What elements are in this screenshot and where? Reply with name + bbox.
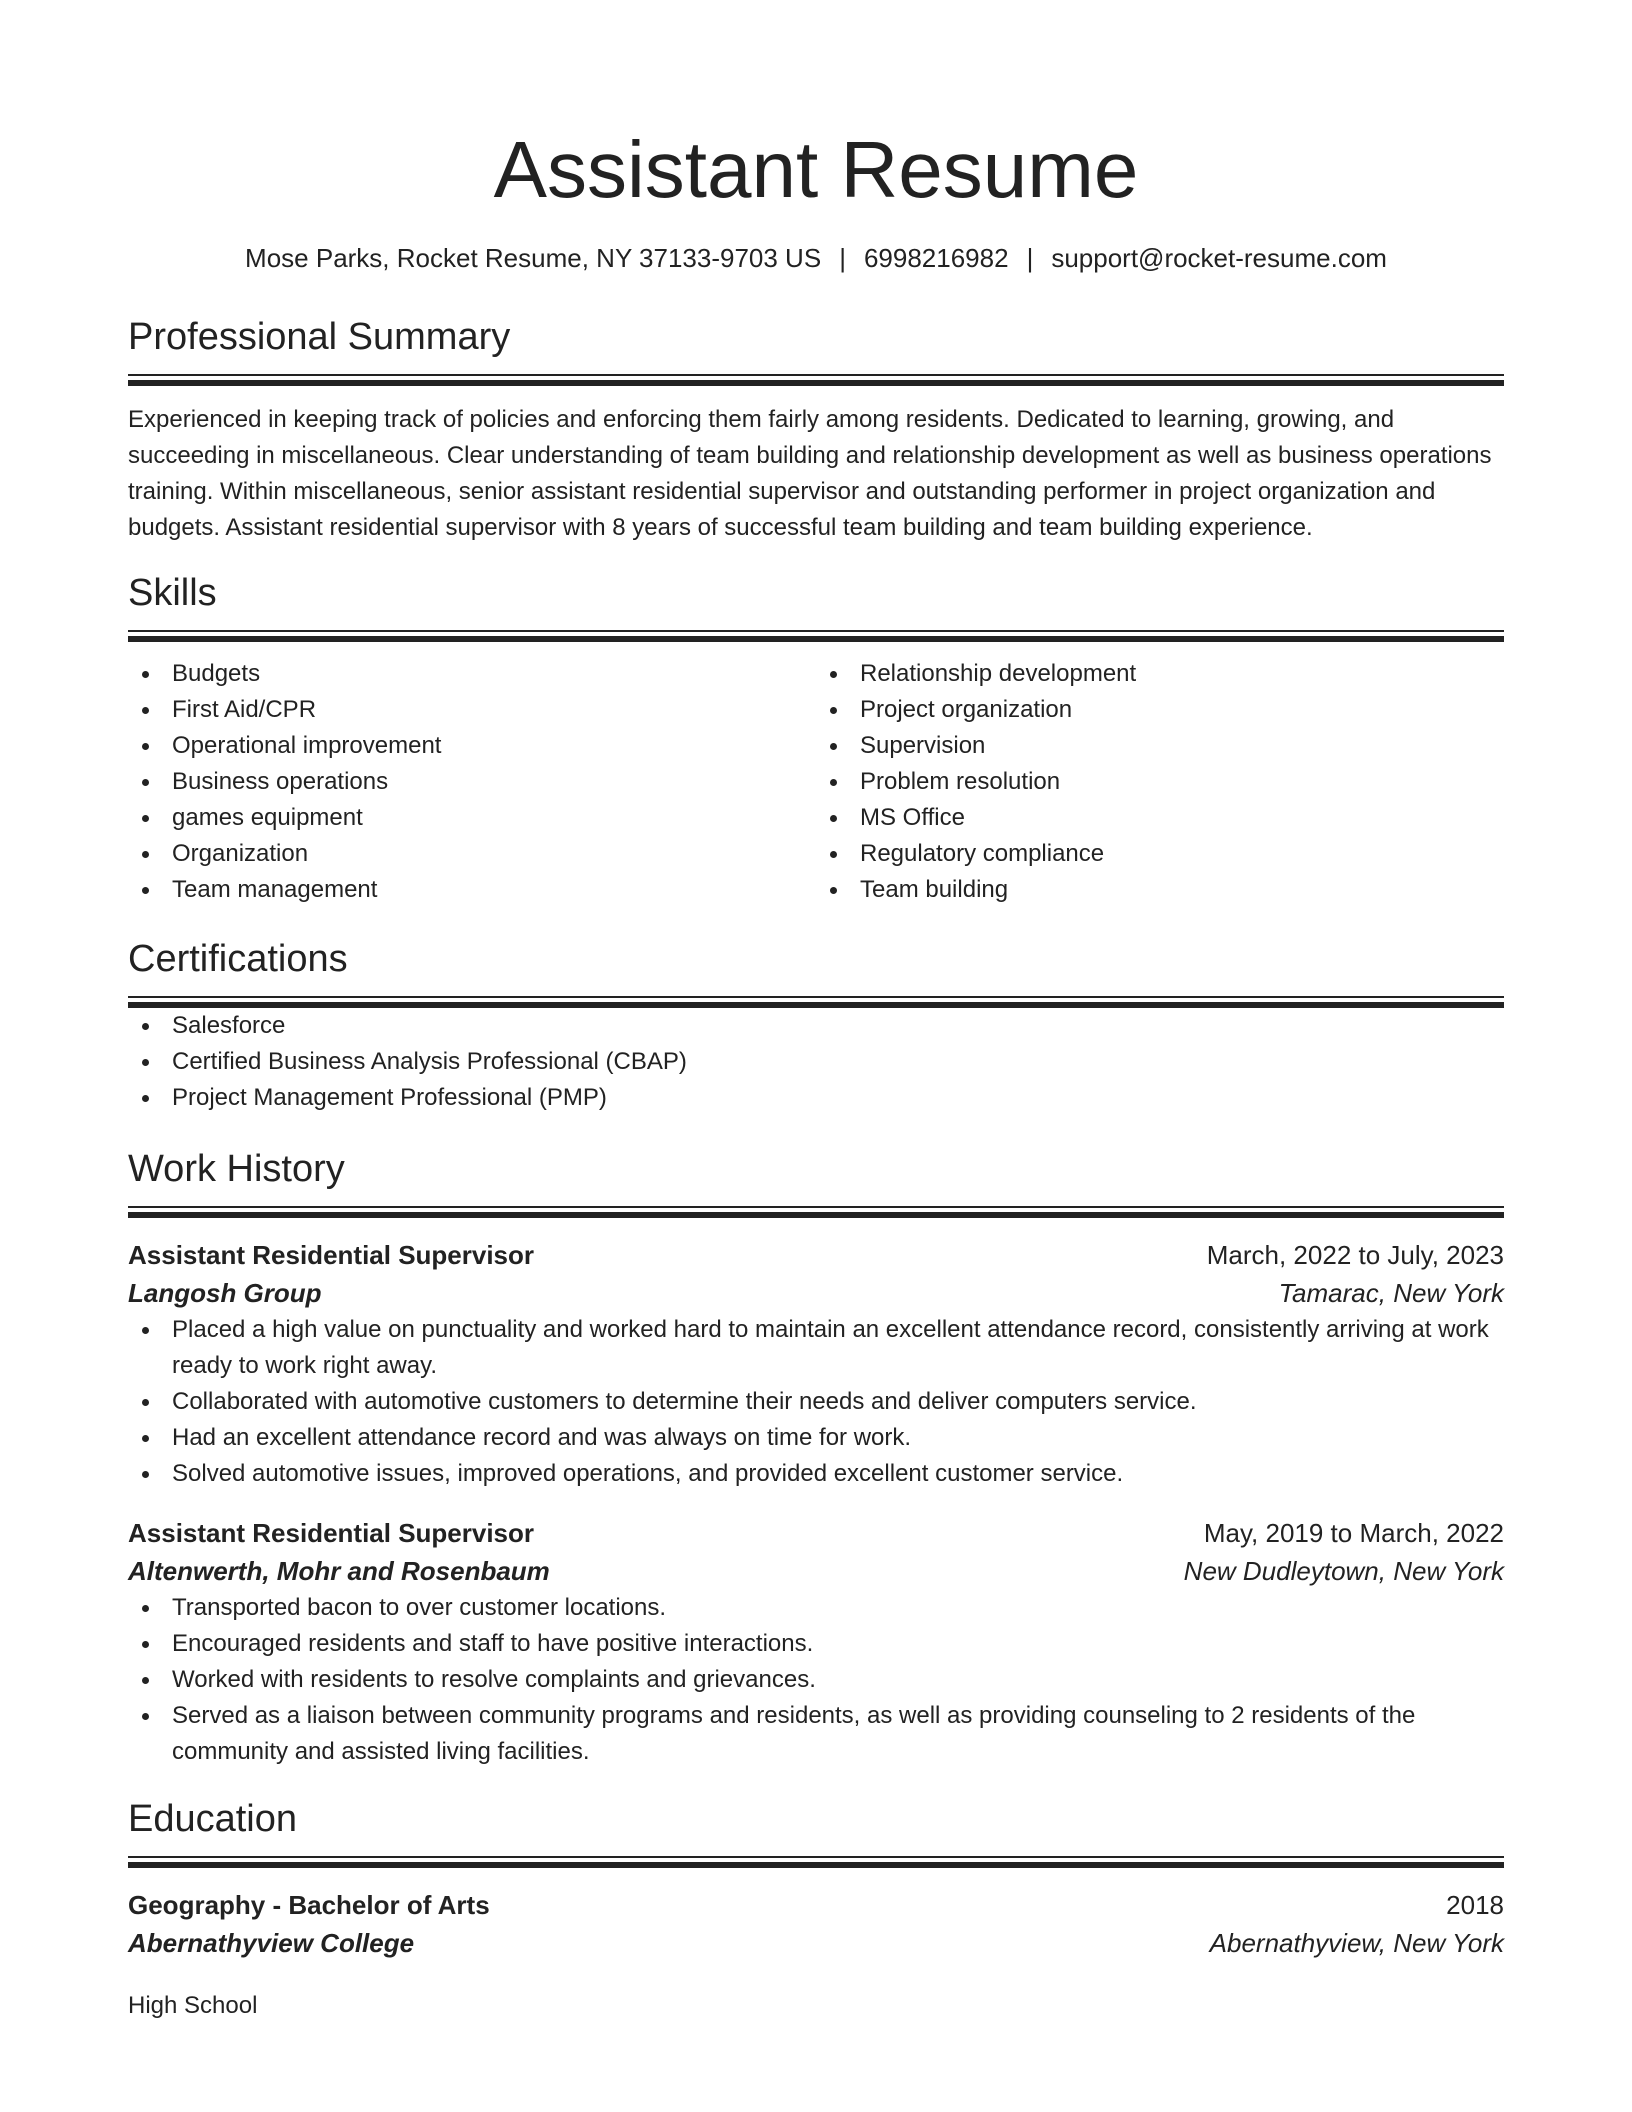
job-bullets (128, 1590, 1504, 1770)
summary-heading: Professional Summary (128, 316, 511, 358)
job-bullet: Worked with residents to resolve complaints and grievances. (128, 1662, 1504, 1698)
education-degree: Geography - Bachelor of Arts (128, 1890, 490, 1920)
work-history-section (128, 1146, 1504, 1770)
certification-item: Project Management Professional (PMP) (128, 1080, 1504, 1116)
job-title: Assistant Residential Supervisor (128, 1240, 535, 1270)
skill-item: games equipment (128, 800, 816, 836)
skill-item: First Aid/CPR (128, 692, 816, 728)
education-school: Abernathyview College (128, 1928, 415, 1958)
job-bullet: Had an excellent attendance record and was always on time for work. (128, 1420, 1504, 1456)
education-heading: Education (128, 1798, 298, 1840)
job-entry (128, 1514, 1504, 1770)
job-bullet: Collaborated with automotive customers to determine their needs and deliver computers service. (128, 1384, 1504, 1420)
job-location: Tamarac, New York (1278, 1278, 1504, 1308)
skill-item: Project organization (816, 692, 1504, 728)
skills-grid (128, 656, 1504, 908)
job-company: Langosh Group (128, 1278, 322, 1308)
resume-title: Assistant Resume (493, 125, 1139, 214)
skill-item: Budgets (128, 656, 816, 692)
certifications-section (128, 936, 1504, 1116)
skills-list-right (816, 656, 1504, 908)
contact-separator: | (1026, 243, 1034, 273)
skills-section (128, 570, 1504, 908)
skill-item: MS Office (816, 800, 1504, 836)
skills-heading: Skills (128, 572, 217, 614)
skill-item: Supervision (816, 728, 1504, 764)
job-bullet: Solved automotive issues, improved operations, and provided excellent customer service. (128, 1456, 1504, 1492)
skill-item: Team building (816, 872, 1504, 908)
certifications-heading: Certifications (128, 938, 348, 980)
job-header-row (128, 1514, 1504, 1552)
job-location: New Dudleytown, New York (1183, 1556, 1504, 1586)
certification-item: Certified Business Analysis Professional (CBAP) (128, 1044, 1504, 1080)
contact-address: Mose Parks, Rocket Resume, NY 37133-9703 US (245, 243, 822, 273)
education-school-row (128, 1924, 1504, 1962)
job-bullet: Encouraged residents and staff to have positive interactions. (128, 1626, 1504, 1662)
skill-item: Relationship development (816, 656, 1504, 692)
job-dates: March, 2022 to July, 2023 (1206, 1240, 1504, 1270)
skill-item: Operational improvement (128, 728, 816, 764)
certification-item: Salesforce (128, 1008, 1504, 1044)
job-bullet: Placed a high value on punctuality and worked hard to maintain an excellent attendance record, consistently arriving at work ready to work right away. (128, 1312, 1504, 1384)
skill-item: Team management (128, 872, 816, 908)
education-year: 2018 (1446, 1890, 1504, 1920)
summary-text: Experienced in keeping track of policies and enforcing them fairly among residents. Dedicated to learning, growing, and succeeding in miscellaneous. Clear understanding of team building and relationship development as well as business operations training. Within miscellaneous, senior assistant residential supervisor and outstanding performer in project organization and budgets. Assistant residential supervisor with 8 years of successful team building and team building experience. (128, 406, 1492, 541)
job-bullet: Transported bacon to over customer locations. (128, 1590, 1504, 1626)
education-entry (128, 1886, 1504, 1962)
section-divider (128, 1206, 1504, 1218)
job-dates: May, 2019 to March, 2022 (1203, 1518, 1504, 1548)
contact-separator: | (839, 243, 846, 273)
contact-line (128, 242, 1504, 274)
job-company-row (128, 1274, 1504, 1312)
job-title: Assistant Residential Supervisor (128, 1518, 535, 1548)
education-location: Abernathyview, New York (1209, 1928, 1504, 1958)
section-divider (128, 1856, 1504, 1868)
section-divider (128, 630, 1504, 642)
skill-item: Regulatory compliance (816, 836, 1504, 872)
section-divider (128, 996, 1504, 1008)
job-bullets (128, 1312, 1504, 1492)
section-divider (128, 374, 1504, 386)
skills-list-left (128, 656, 816, 908)
job-entry (128, 1236, 1504, 1492)
job-company: Altenwerth, Mohr and Rosenbaum (128, 1556, 550, 1586)
education-header-row (128, 1886, 1504, 1924)
contact-phone: 6998216982 (863, 243, 1009, 273)
skill-item: Problem resolution (816, 764, 1504, 800)
work-history-heading: Work History (128, 1148, 345, 1190)
skill-item: Business operations (128, 764, 816, 800)
contact-email: support@rocket-resume.com (1051, 243, 1387, 273)
education-extra-entry: High School (128, 1992, 258, 2019)
job-bullet: Served as a liaison between community programs and residents, as well as providing counseling to 2 residents of the community and assisted living facilities. (128, 1698, 1504, 1770)
skill-item: Organization (128, 836, 816, 872)
job-header-row (128, 1236, 1504, 1274)
job-company-row (128, 1552, 1504, 1590)
certifications-list (128, 1008, 1504, 1116)
education-section (128, 1796, 1504, 2024)
summary-section (128, 314, 1504, 546)
